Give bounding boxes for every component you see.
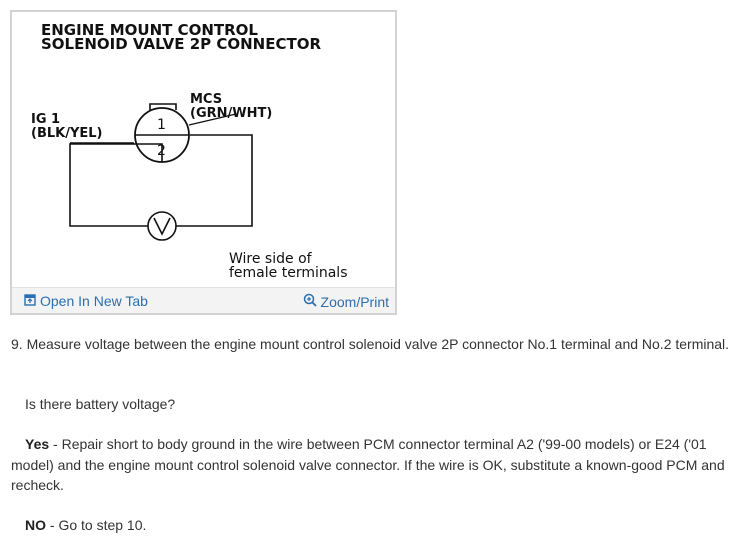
figure-toolbar xyxy=(12,287,395,313)
no-text: - Go to step 10. xyxy=(46,517,147,533)
zoom-print-link[interactable] xyxy=(303,293,389,310)
terminal-2-label: 2 xyxy=(157,143,166,159)
wiring-diagram-figure xyxy=(10,10,397,315)
voltmeter-icon xyxy=(148,212,176,240)
mcs-wire-color: (GRN/WHT) xyxy=(190,106,273,121)
terminal-1-label: 1 xyxy=(157,117,166,133)
diagram-title-line1: ENGINE MOUNT CONTROL xyxy=(41,21,258,39)
open-in-new-tab-link[interactable] xyxy=(24,293,148,309)
open-in-new-tab-label: Open In New Tab xyxy=(40,293,148,309)
ig1-label: IG 1 xyxy=(31,112,61,127)
note-line2: female terminals xyxy=(229,265,348,281)
no-answer xyxy=(25,515,753,536)
note-line1: Wire side of xyxy=(229,251,312,267)
zoom-icon xyxy=(303,293,317,310)
step-instruction: 9. Measure voltage between the engine mount control solenoid valve 2P connector No.1 terminal and No.2 terminal. xyxy=(11,336,730,352)
yes-answer xyxy=(11,434,741,496)
step-question: Is there battery voltage? xyxy=(25,396,176,412)
diagram-title-line2: SOLENOID VALVE 2P CONNECTOR xyxy=(41,35,321,53)
mcs-label: MCS xyxy=(190,92,223,107)
open-tab-icon xyxy=(24,293,36,309)
zoom-print-label: Zoom/Print xyxy=(320,293,389,310)
yes-text: - Repair short to body ground in the wire between PCM connector terminal A2 ('99-00 models) or E24 ('01 model) and the engine mount control solenoid valve connector. If the wire is OK, substitute a known-good PCM and recheck. xyxy=(11,436,725,493)
yes-label: Yes xyxy=(25,436,50,452)
no-label: NO xyxy=(25,517,46,533)
ig1-wire-color: (BLK/YEL) xyxy=(31,126,103,141)
connector-diagram xyxy=(12,12,395,288)
